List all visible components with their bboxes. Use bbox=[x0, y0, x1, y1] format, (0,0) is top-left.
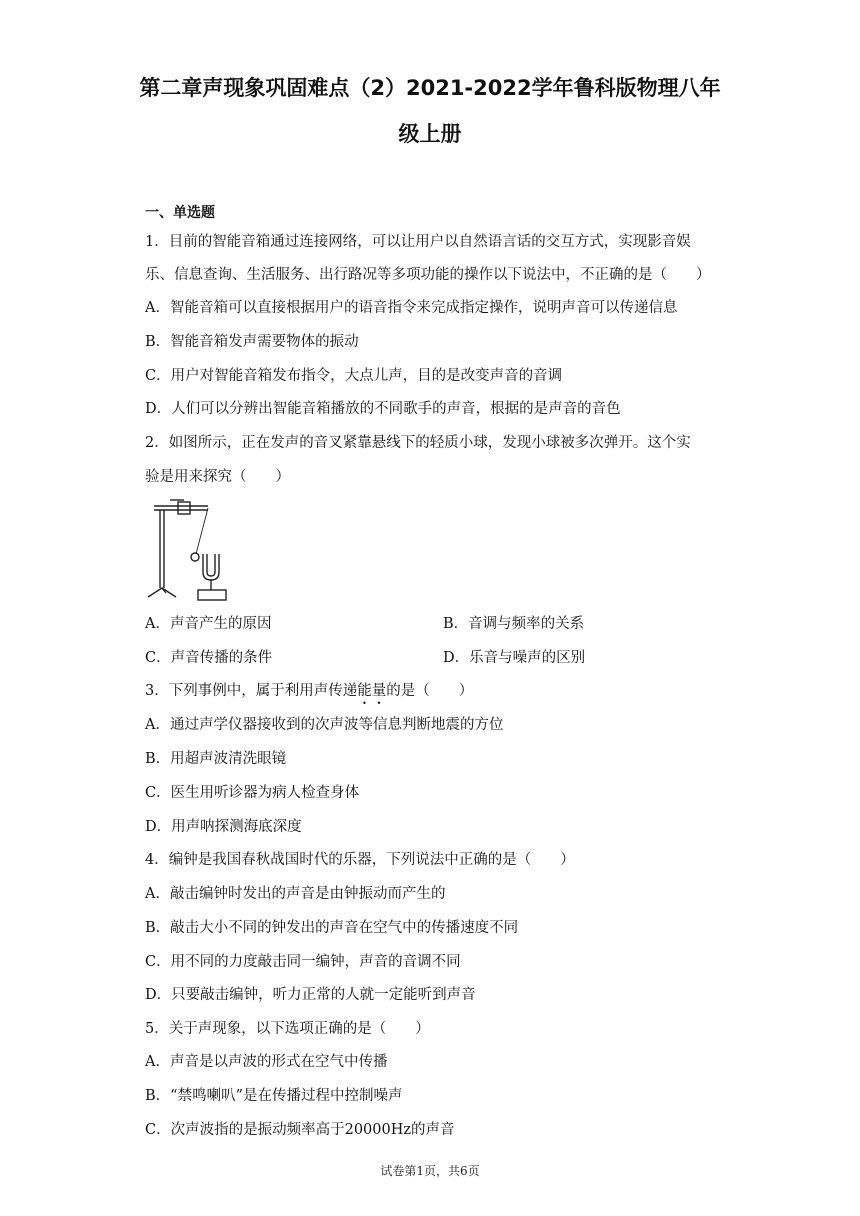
q1-stem-line-1: 1．目前的智能音箱通过连接网络，可以让用户以自然语言话的交互方式，实现影音娱 bbox=[145, 234, 691, 250]
document-title-line-2: 级上册 bbox=[398, 122, 462, 146]
q3-stem-suffix: 的是（ ） bbox=[386, 683, 474, 699]
q2-option-c: C．声音传播的条件 bbox=[145, 650, 273, 666]
tuning-fork-figure bbox=[140, 496, 240, 602]
q5-stem: 5．关于声现象，以下选项正确的是（ ） bbox=[145, 1021, 430, 1037]
tuning-fork-pendulum-diagram bbox=[140, 496, 240, 602]
q4-stem: 4．编钟是我国春秋战国时代的乐器，下列说法中正确的是（ ） bbox=[145, 852, 575, 868]
q3-emphasis-char-1: 能 bbox=[357, 683, 372, 699]
stand-base-icon bbox=[148, 588, 176, 597]
q5-option-b: B．“禁鸣喇叭”是在传播过程中控制噪声 bbox=[145, 1088, 403, 1104]
q2-option-d: D．乐音与噪声的区别 bbox=[443, 650, 586, 666]
q2-stem-line-2: 验是用来探究（ ） bbox=[145, 469, 290, 485]
q2-stem-line-1: 2．如图所示，正在发声的音叉紧靠悬线下的轻质小球，发现小球被多次弹开。这个实 bbox=[145, 435, 691, 451]
q5-option-a: A．声音是以声波的形式在空气中传播 bbox=[145, 1054, 388, 1070]
q1-option-d: D．人们可以分辨出智能音箱播放的不同歌手的声音，根据的是声音的音色 bbox=[145, 401, 621, 417]
q4-option-b: B．敲击大小不同的钟发出的声音在空气中的传播速度不同 bbox=[145, 920, 519, 936]
page-footer: 试卷第1页，共6页 bbox=[380, 1164, 480, 1178]
resonance-box-icon bbox=[198, 590, 226, 600]
q1-stem-line-2: 乐、信息查询、生活服务、出行路况等多项功能的操作以下说法中，不正确的是（ ） bbox=[145, 267, 711, 283]
q3-option-d: D．用声呐探测海底深度 bbox=[145, 819, 302, 835]
q3-option-c: C．医生用听诊器为病人检查身体 bbox=[145, 785, 360, 801]
q4-option-a: A．敲击编钟时发出的声音是由钟振动而产生的 bbox=[145, 886, 446, 902]
ball-icon bbox=[191, 553, 199, 561]
q3-emphasis-char-2: 量 bbox=[371, 683, 387, 699]
q5-option-c: C．次声波指的是振动频率高于20000Hz的声音 bbox=[145, 1122, 455, 1138]
q1-option-a: A．智能音箱可以直接根据用户的语音指令来完成指定操作，说明声音可以传递信息 bbox=[145, 300, 678, 316]
q3-option-b: B．用超声波清洗眼镜 bbox=[145, 751, 287, 767]
q3-option-a: A．通过声学仪器接收到的次声波等信息判断地震的方位 bbox=[145, 717, 504, 733]
document-title-line-1: 第二章声现象巩固难点（2）2021-2022学年鲁科版物理八年 bbox=[139, 76, 721, 100]
q4-option-d: D．只要敲击编钟，听力正常的人就一定能听到声音 bbox=[145, 987, 476, 1003]
q3-stem bbox=[145, 681, 473, 701]
thread-icon bbox=[196, 508, 208, 554]
q1-option-b: B．智能音箱发声需要物体的振动 bbox=[145, 334, 359, 350]
q2-option-b: B．音调与频率的关系 bbox=[443, 616, 585, 632]
section-heading: 一、单选题 bbox=[145, 205, 215, 221]
q2-option-a: A．声音产生的原因 bbox=[145, 616, 272, 632]
q1-option-c: C．用户对智能音箱发布指令，大点儿声，目的是改变声音的音调 bbox=[145, 368, 563, 384]
q3-stem-prefix: 3．下列事例中，属于利用声传递 bbox=[145, 683, 358, 699]
q4-option-c: C．用不同的力度敲击同一编钟，声音的音调不同 bbox=[145, 954, 461, 970]
